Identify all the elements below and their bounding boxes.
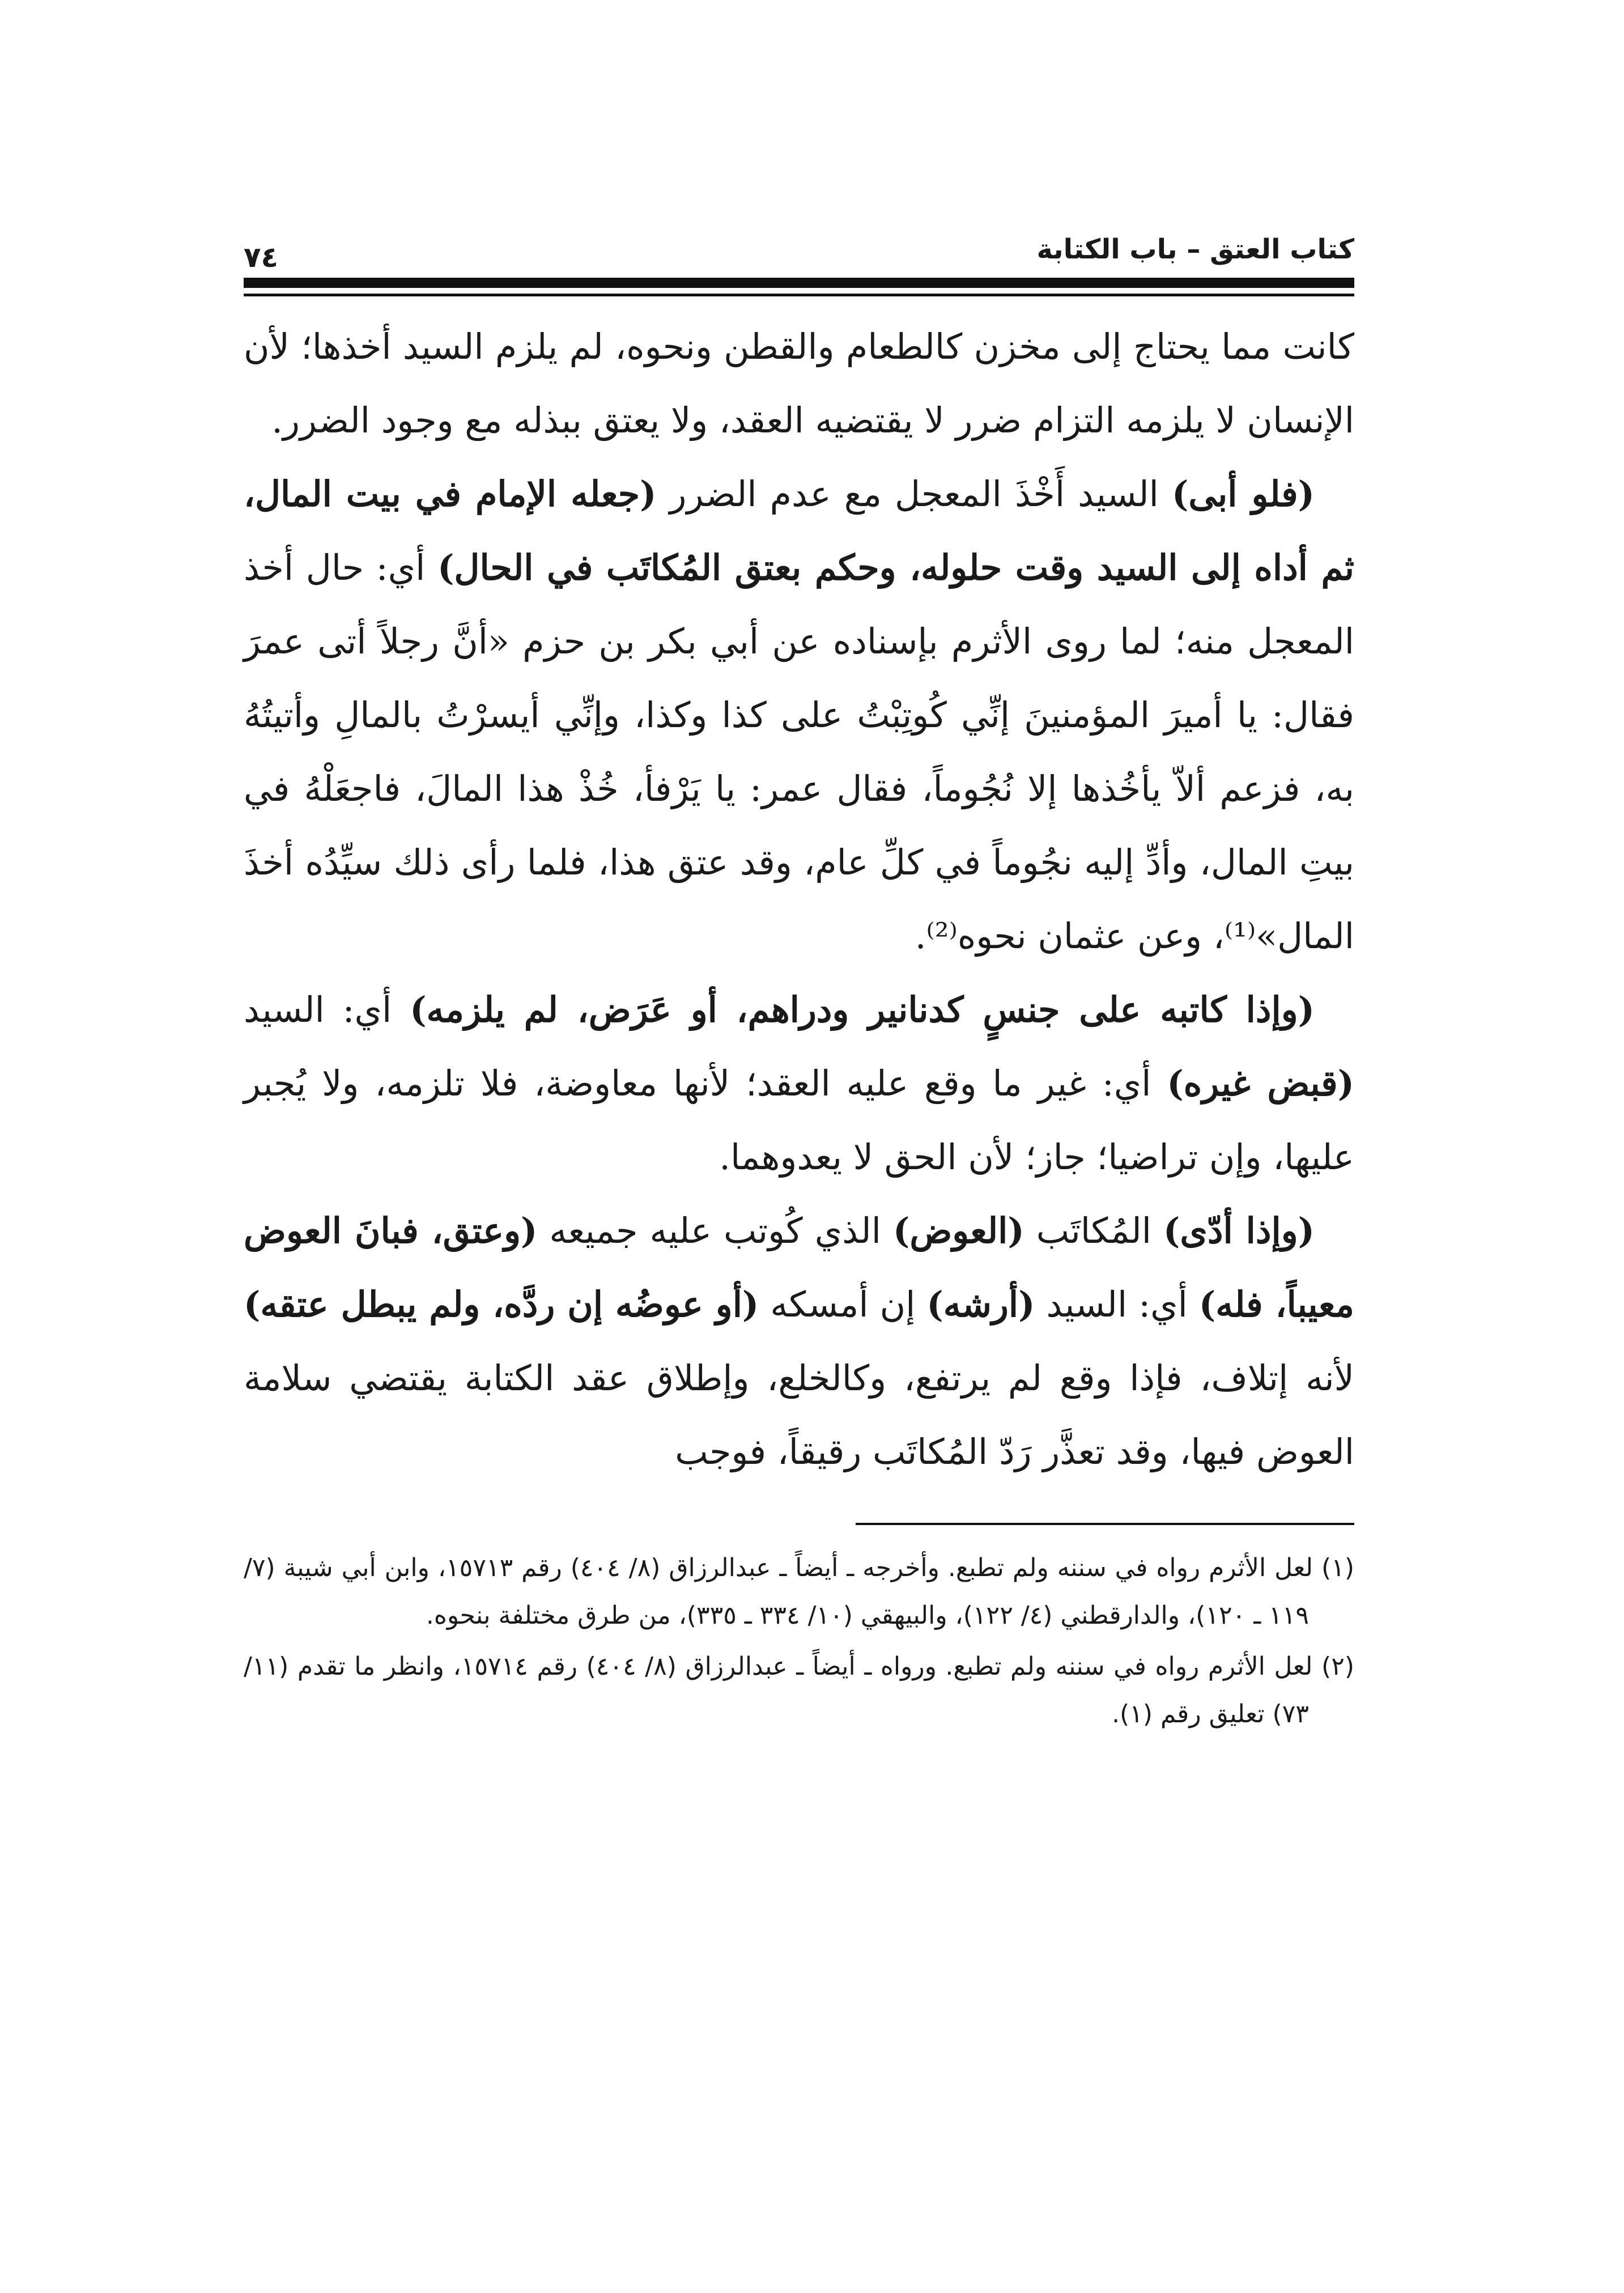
sharh-text: المُكاتَب: [1024, 1210, 1164, 1251]
sharh-text: أي: غير ما وقع عليه العقد؛ لأنها معاوضة، فلا تلزمه، ولا يُجبر عليها، وإن تراضيا؛ جاز؛ لأن الحق لا يعدوهما.: [244, 1063, 1354, 1178]
paragraph-2: [244, 457, 1354, 973]
matn-text: (فلو أبى): [1171, 473, 1315, 515]
paragraph-3: [244, 973, 1354, 1194]
footnote-2: (٢) لعل الأثرم رواه في سننه ولم تطبع. ورواه ـ أيضاً ـ عبدالرزاق (٨/ ٤٠٤) رقم ١٥٧١٤، وانظر ما تقدم (١١/ ٧٣) تعليق رقم (١).: [244, 1652, 1355, 1729]
footnotes: [244, 1544, 1354, 1738]
sharh-text: إن أمسكه: [759, 1284, 927, 1325]
paragraph-4: [244, 1194, 1354, 1489]
footnote-1: (١) لعل الأثرم رواه في سننه ولم تطبع. وأخرجه ـ أيضاً ـ عبدالرزاق (٨/ ٤٠٤) رقم ١٥٧١٣، وابن أبي شيبة (٧/ ١١٩ ـ ١٢٠)، والدارقطني (٤/ ١٢٢)، والبيهقي (١٠/ ٣٣٤ ـ ٣٣٥)، من طرق مختلفة بنحوه.: [244, 1553, 1355, 1630]
page-number: ٧٤: [244, 241, 279, 274]
sharh-text: السيد أَخْذَ المعجل مع عدم الضرر: [656, 473, 1172, 515]
main-text: [244, 310, 1354, 1489]
sharh-text: لأنه إتلاف، فإذا وقع لم يرتفع، وكالخلع، وإطلاق عقد الكتابة يقتضي سلامة العوض فيها، وقد تعذَّر رَدّ المُكاتَب رقيقاً، فوجب: [244, 1357, 1354, 1472]
matn-text: (جعله الإمام في بيت المال، ثم أداه إلى السيد وقت حلوله، وحكم بعتق المُكاتَب في الحال): [244, 473, 1354, 588]
sharh-text: أي: السيد: [1035, 1284, 1199, 1325]
paragraph-1: كانت مما يحتاج إلى مخزن كالطعام والقطن ونحوه، لم يلزم السيد أخذها؛ لأن الإنسان لا يلزمه التزام ضرر لا يقتضيه العقد، ولا يعتق ببذله مع وجود الضرر.: [244, 326, 1354, 441]
matn-text: (أو عوضُه إن ردَّه، ولم يبطل عتقه): [244, 1284, 759, 1325]
matn-text: (العوض): [892, 1210, 1024, 1251]
matn-text: (أرشه): [926, 1284, 1035, 1325]
header-rule-thin: [244, 294, 1354, 296]
page-header: [244, 215, 1354, 278]
matn-text: (وإذا أدّى): [1163, 1210, 1315, 1251]
sharh-text: الذي كُوتب عليه جميعه: [537, 1210, 893, 1251]
matn-text: (وعتق، فبانَ العوض معيباً، فله): [244, 1210, 1355, 1325]
book-page: [244, 215, 1354, 2097]
sharh-text: أي: حال أخذ المعجل منه؛ لما روى الأثرم بإسناده عن أبي بكر بن حزم «أنَّ رجلاً أتى عمرَ فقال: يا أميرَ المؤمنينَ إنِّي كُوتِبْتُ على كذا وكذا، وإنِّي أيسرْتُ بالمالِ وأتيتُهُ به، فزعم ألاّ يأخُذها إلا نُجُوماً، فقال عمر: يا يَرْفأ، خُذْ هذا المالَ، فاجعَلْهُ في بيتِ المال، وأدِّ إليه نجُوماً في كلِّ عام، وقد عتق هذا، فلما رأى ذلك سيِّدُه أخذَ المال»⁽¹⁾، وعن عثمان نحوه⁽²⁾.: [244, 547, 1354, 957]
matn-text: (قبض غيره): [1167, 1063, 1354, 1104]
matn-text: (وإذا كاتبه على جنسٍ كدنانير ودراهم، أو عَرَض، لم يلزمه): [410, 989, 1315, 1030]
running-title: كتاب العتق – باب الكتابة: [1036, 233, 1354, 265]
footnote-separator: [856, 1523, 1354, 1525]
sharh-text: أي: السيد: [244, 989, 410, 1030]
header-rule-thick: [244, 278, 1354, 288]
